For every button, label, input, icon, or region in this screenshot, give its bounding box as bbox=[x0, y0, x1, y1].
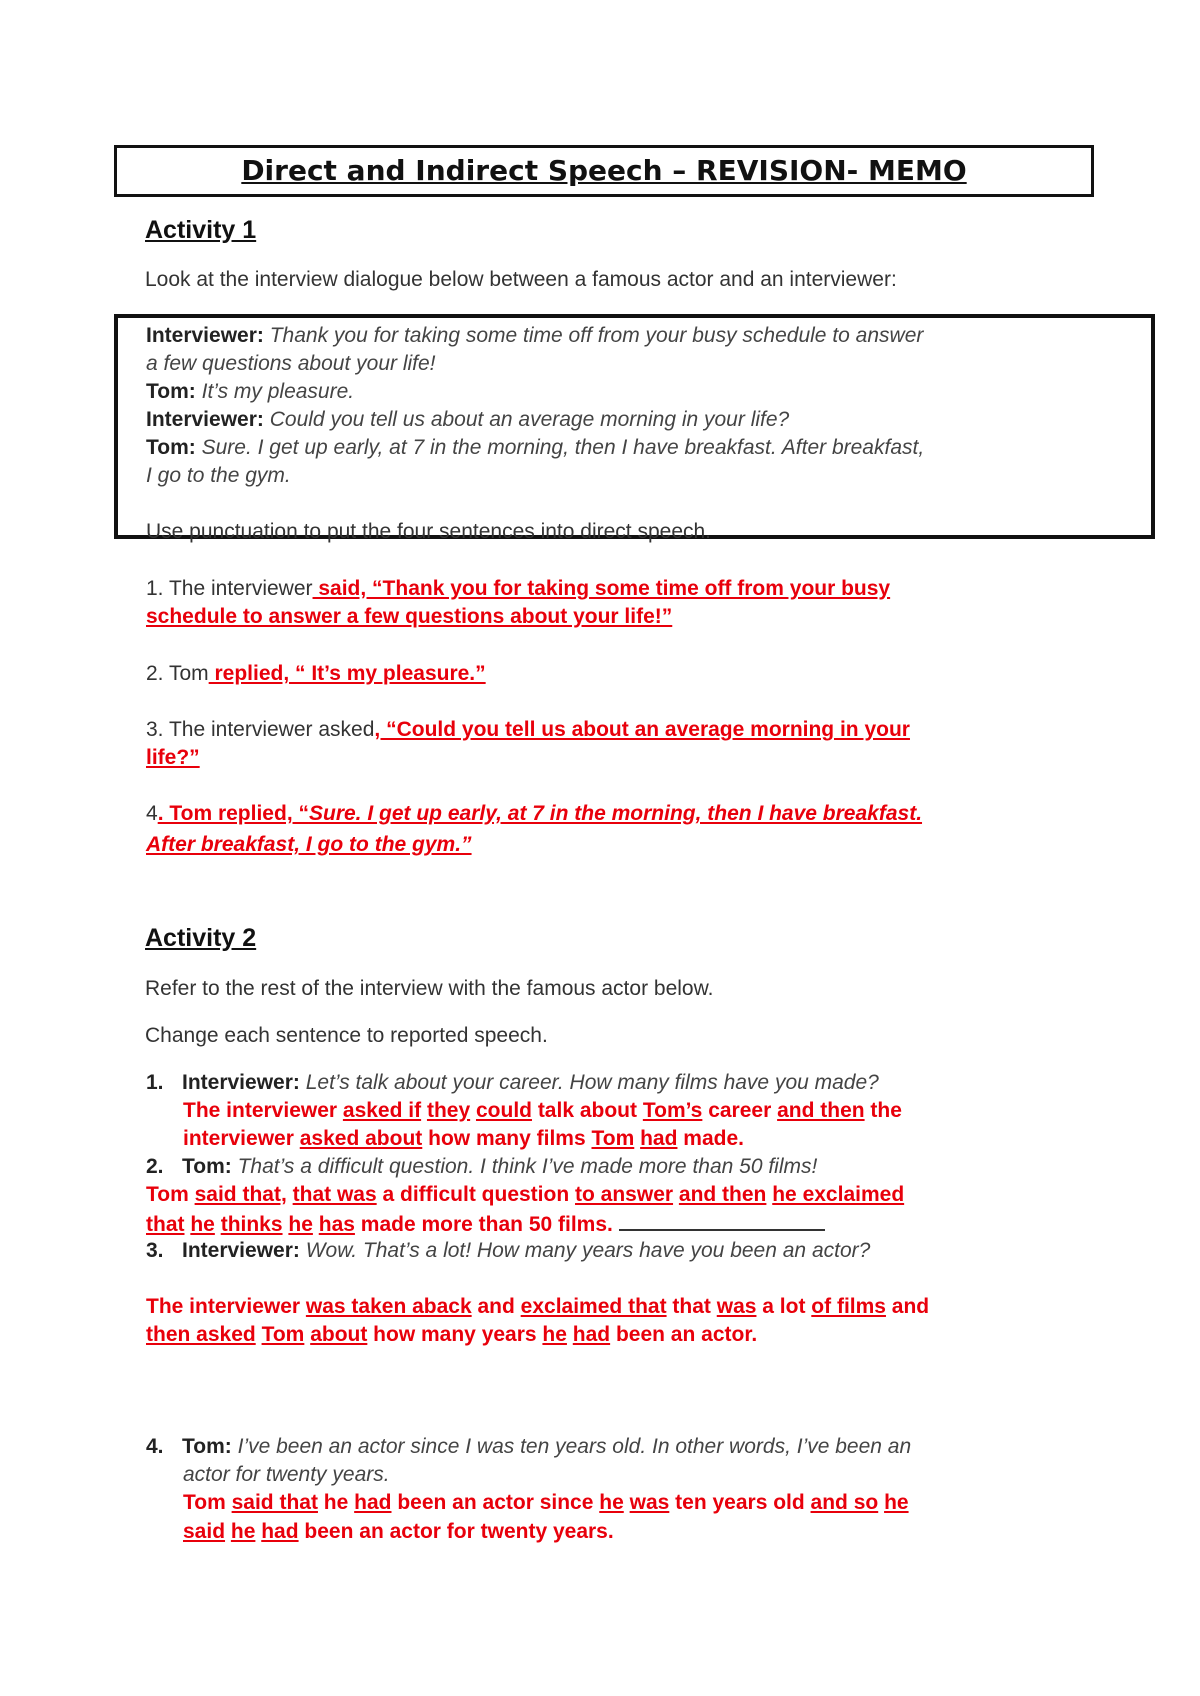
text-segment: then asked bbox=[146, 1323, 256, 1346]
text-segment: and so bbox=[810, 1491, 879, 1514]
text-segment: 1. bbox=[146, 1071, 164, 1094]
text-segment: Tom: bbox=[182, 1435, 232, 1458]
text-segment: a difficult question bbox=[376, 1183, 576, 1206]
text-segment: been an actor. bbox=[610, 1323, 758, 1346]
text-segment: exclaimed that bbox=[520, 1295, 667, 1318]
text-segment: a few questions about your life! bbox=[146, 352, 436, 375]
answer-3-line-1 bbox=[146, 716, 910, 744]
answer-3-line-2 bbox=[146, 744, 200, 772]
text-segment: 4. bbox=[146, 1435, 164, 1458]
text-segment: That’s a difficult question. I think I’ve made more than 50 films! bbox=[237, 1155, 818, 1178]
text-segment: schedule to answer a few questions about your life!” bbox=[146, 605, 673, 628]
text-segment: Let’s talk about your career. How many films have you made? bbox=[305, 1071, 879, 1094]
text-segment: he bbox=[599, 1491, 624, 1514]
item-3-question bbox=[146, 1237, 870, 1265]
text-segment: Thank you for taking some time off from your busy schedule to answer bbox=[269, 324, 924, 347]
item-4-question-line-2 bbox=[183, 1461, 390, 1489]
item-1-question bbox=[146, 1069, 879, 1097]
answer-2 bbox=[146, 660, 486, 688]
title-box bbox=[114, 145, 1094, 197]
text-segment: and bbox=[885, 1295, 930, 1318]
text-segment: made. bbox=[677, 1127, 744, 1150]
text-segment: asked if bbox=[342, 1099, 422, 1122]
text-segment: has bbox=[318, 1213, 355, 1236]
item-4-answer-line-1 bbox=[183, 1489, 909, 1517]
text-segment: he bbox=[317, 1491, 355, 1514]
text-segment: 4 bbox=[146, 802, 158, 825]
instruction: Use punctuation to put the four sentences into direct speech. bbox=[146, 520, 712, 543]
page-title: Direct and Indirect Speech – REVISION- MEMO bbox=[241, 154, 967, 187]
text-segment: could bbox=[475, 1099, 532, 1122]
text-segment: Tom bbox=[591, 1127, 635, 1150]
text-segment: said, “Thank you for taking some time off from your busy bbox=[312, 577, 891, 600]
text-segment: replied, “ It’s my pleasure.” bbox=[208, 662, 486, 685]
text-segment: 1. The interviewer bbox=[146, 577, 313, 600]
text-segment: Could you tell us about an average morning in your life? bbox=[269, 408, 790, 431]
text-segment: I go to the gym. bbox=[146, 464, 291, 487]
text-segment: the bbox=[864, 1099, 902, 1122]
item-3-answer-line-1 bbox=[146, 1293, 929, 1321]
item-3-answer-line-2 bbox=[146, 1321, 757, 1349]
text-segment: The interviewer bbox=[183, 1099, 343, 1122]
activity1-intro: Look at the interview dialogue below between a famous actor and an interviewer: bbox=[145, 268, 897, 291]
text-segment: talk about bbox=[531, 1099, 643, 1122]
dialogue-line-2 bbox=[146, 378, 354, 406]
item-1-answer-line-1 bbox=[183, 1097, 902, 1125]
text-segment: he bbox=[884, 1491, 909, 1514]
text-segment: actor for twenty years. bbox=[183, 1463, 390, 1486]
text-segment: said bbox=[183, 1520, 226, 1543]
activity2-intro-1: Refer to the rest of the interview with the famous actor below. bbox=[145, 977, 714, 1000]
text-segment: to answer bbox=[575, 1183, 674, 1206]
text-segment: Tom: bbox=[146, 436, 196, 459]
text-segment: had bbox=[572, 1323, 611, 1346]
answer-1-line-1 bbox=[146, 575, 890, 603]
activity2-intro-2: Change each sentence to reported speech. bbox=[145, 1024, 548, 1047]
text-segment: been an actor since bbox=[391, 1491, 600, 1514]
item-1-answer-line-2 bbox=[183, 1125, 744, 1153]
text-segment: life?” bbox=[146, 746, 200, 769]
blank-line bbox=[619, 1209, 825, 1231]
text-segment: said that bbox=[231, 1491, 318, 1514]
text-segment: about bbox=[310, 1323, 368, 1346]
text-segment: said that, bbox=[194, 1183, 287, 1206]
text-segment: they bbox=[426, 1099, 471, 1122]
text-segment: Tom bbox=[261, 1323, 305, 1346]
answer-4-line-2 bbox=[146, 831, 472, 859]
text-segment: interviewer bbox=[183, 1127, 300, 1150]
text-segment: that bbox=[146, 1213, 185, 1236]
text-segment: Interviewer: bbox=[146, 324, 264, 347]
text-segment: , “Could you tell us about an average morning in your bbox=[374, 718, 910, 741]
answer-1-line-2 bbox=[146, 603, 672, 631]
text-segment: 3. bbox=[146, 1239, 164, 1262]
text-segment: and then bbox=[678, 1183, 767, 1206]
text-segment: had bbox=[261, 1520, 299, 1543]
text-segment: Interviewer: bbox=[146, 408, 264, 431]
text-segment: Sure. I get up early, at 7 in the morning, then I have breakfast. bbox=[308, 802, 923, 825]
text-segment: 2. Tom bbox=[146, 662, 209, 685]
item-2-question bbox=[146, 1153, 817, 1181]
text-segment: Tom: bbox=[146, 380, 196, 403]
text-segment: been an actor for twenty years. bbox=[298, 1520, 614, 1543]
text-segment: Tom: bbox=[182, 1155, 232, 1178]
text-segment: and bbox=[471, 1295, 521, 1318]
text-segment: Tom bbox=[183, 1491, 232, 1514]
text-segment: The interviewer bbox=[146, 1295, 306, 1318]
text-segment: After breakfast, I go to the gym.” bbox=[146, 833, 472, 856]
item-2-answer-line-1 bbox=[146, 1181, 904, 1209]
text-segment: 2. bbox=[146, 1155, 164, 1178]
text-segment: he bbox=[542, 1323, 567, 1346]
text-segment: how many years bbox=[367, 1323, 543, 1346]
item-4-question bbox=[146, 1433, 911, 1461]
text-segment: he bbox=[288, 1213, 313, 1236]
dialogue-line-4 bbox=[146, 434, 924, 462]
text-segment: Sure. I get up early, at 7 in the morning, then I have breakfast. After breakfast, bbox=[201, 436, 925, 459]
text-segment: had bbox=[640, 1127, 678, 1150]
text-segment: I’ve been an actor since I was ten years old. In other words, I’ve been an bbox=[237, 1435, 912, 1458]
text-segment: how many films bbox=[422, 1127, 592, 1150]
text-segment: asked about bbox=[299, 1127, 423, 1150]
text-segment: that was bbox=[292, 1183, 377, 1206]
dialogue-line-1 bbox=[146, 322, 923, 350]
text-segment: was bbox=[629, 1491, 670, 1514]
text-segment: It’s my pleasure. bbox=[201, 380, 355, 403]
text-segment: was taken aback bbox=[305, 1295, 472, 1318]
text-segment: that bbox=[666, 1295, 717, 1318]
text-segment: he bbox=[230, 1520, 256, 1543]
text-segment: made more than 50 films. bbox=[354, 1213, 619, 1236]
item-4-answer-line-2 bbox=[183, 1518, 614, 1546]
text-segment: Interviewer: bbox=[182, 1239, 300, 1262]
dialogue-line-1b bbox=[146, 350, 436, 378]
text-segment: of films bbox=[811, 1295, 886, 1318]
text-segment: was bbox=[716, 1295, 757, 1318]
answer-4-line-1 bbox=[146, 800, 922, 828]
text-segment: career bbox=[702, 1099, 778, 1122]
text-segment: he bbox=[190, 1213, 215, 1236]
dialogue-line-3 bbox=[146, 406, 789, 434]
text-segment: . Tom replied, “ bbox=[157, 802, 309, 825]
dialogue-line-4b bbox=[146, 462, 291, 490]
item-2-answer-line-2 bbox=[146, 1209, 825, 1239]
text-segment: Wow. That’s a lot! How many years have you been an actor? bbox=[305, 1239, 871, 1262]
text-segment: ten years old bbox=[669, 1491, 811, 1514]
text-segment: Interviewer: bbox=[182, 1071, 300, 1094]
text-segment: a lot bbox=[756, 1295, 812, 1318]
text-segment: 3. The interviewer asked bbox=[146, 718, 375, 741]
text-segment: and then bbox=[777, 1099, 865, 1122]
activity2-heading: Activity 2 bbox=[145, 924, 257, 952]
text-segment: Tom’s bbox=[642, 1099, 703, 1122]
activity1-heading: Activity 1 bbox=[145, 216, 257, 244]
text-segment: he exclaimed bbox=[772, 1183, 905, 1206]
text-segment: Tom bbox=[146, 1183, 195, 1206]
text-segment: had bbox=[354, 1491, 392, 1514]
text-segment: thinks bbox=[220, 1213, 283, 1236]
